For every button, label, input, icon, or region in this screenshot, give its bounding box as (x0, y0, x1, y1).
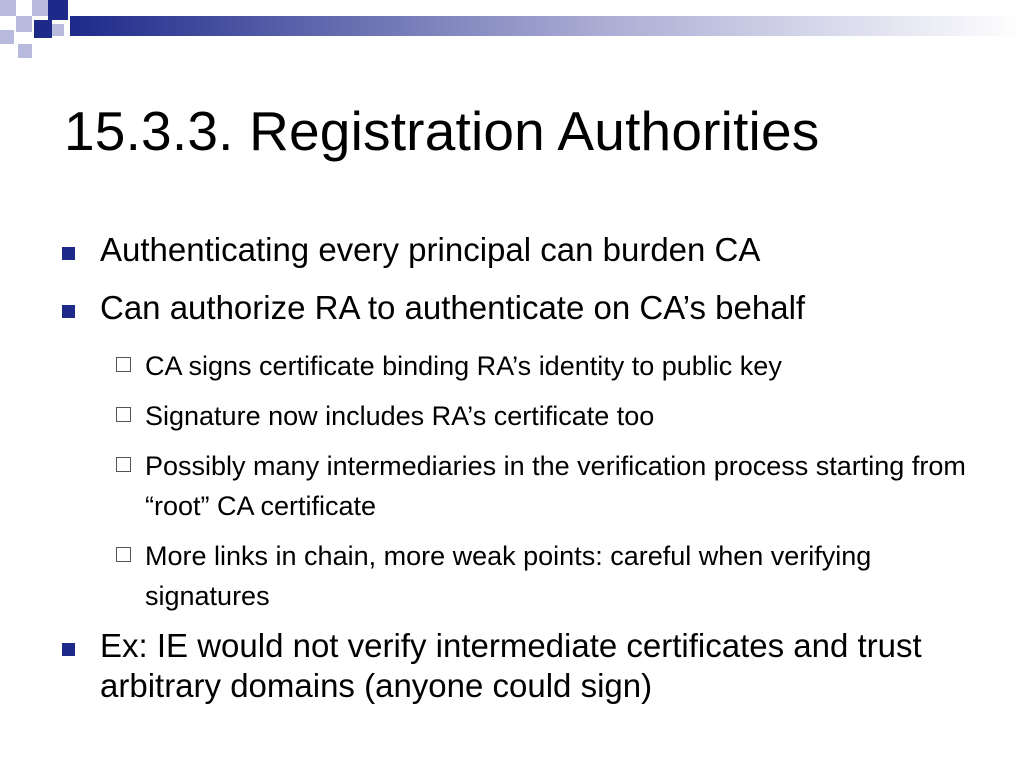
hollow-square-icon (116, 357, 131, 372)
deco-square (48, 0, 68, 20)
filled-square-icon (62, 247, 75, 260)
sub-bullet-text: More links in chain, more weak points: careful when verifying signatures (145, 541, 872, 611)
bullet-text: Authenticating every principal can burden CA (100, 231, 761, 268)
sub-bullet-item (62, 536, 1002, 616)
bullet-item (62, 288, 1002, 328)
hollow-square-icon (116, 407, 131, 422)
bullet-text: Can authorize RA to authenticate on CA’s behalf (100, 289, 806, 326)
filled-square-icon (62, 305, 75, 318)
sub-bullet-item (62, 446, 1002, 526)
bullet-text: Ex: IE would not verify intermediate certificates and trust arbitrary domains (anyone could sign) (100, 627, 922, 704)
slide-title: 15.3.3. Registration Authorities (64, 100, 820, 162)
sub-bullet-text: Signature now includes RA’s certificate too (145, 401, 655, 431)
hollow-square-icon (116, 547, 131, 562)
deco-square (0, 0, 16, 16)
sub-bullet-item (62, 396, 1002, 436)
deco-square (18, 44, 32, 58)
header-gradient-band (70, 16, 1024, 36)
deco-square (0, 30, 14, 44)
bullet-item (62, 230, 1002, 270)
bullet-item (62, 626, 1002, 706)
sub-bullet-text: CA signs certificate binding RA’s identity to public key (145, 351, 782, 381)
deco-square (34, 20, 52, 38)
deco-square (32, 0, 48, 16)
hollow-square-icon (116, 457, 131, 472)
filled-square-icon (62, 643, 75, 656)
deco-square (16, 16, 32, 32)
sub-bullet-text: Possibly many intermediaries in the verification process starting from “root” CA certificate (145, 451, 966, 521)
sub-bullet-item (62, 346, 1002, 386)
header-decoration (0, 0, 1024, 70)
bullet-list (62, 230, 1002, 724)
deco-square (52, 24, 64, 36)
